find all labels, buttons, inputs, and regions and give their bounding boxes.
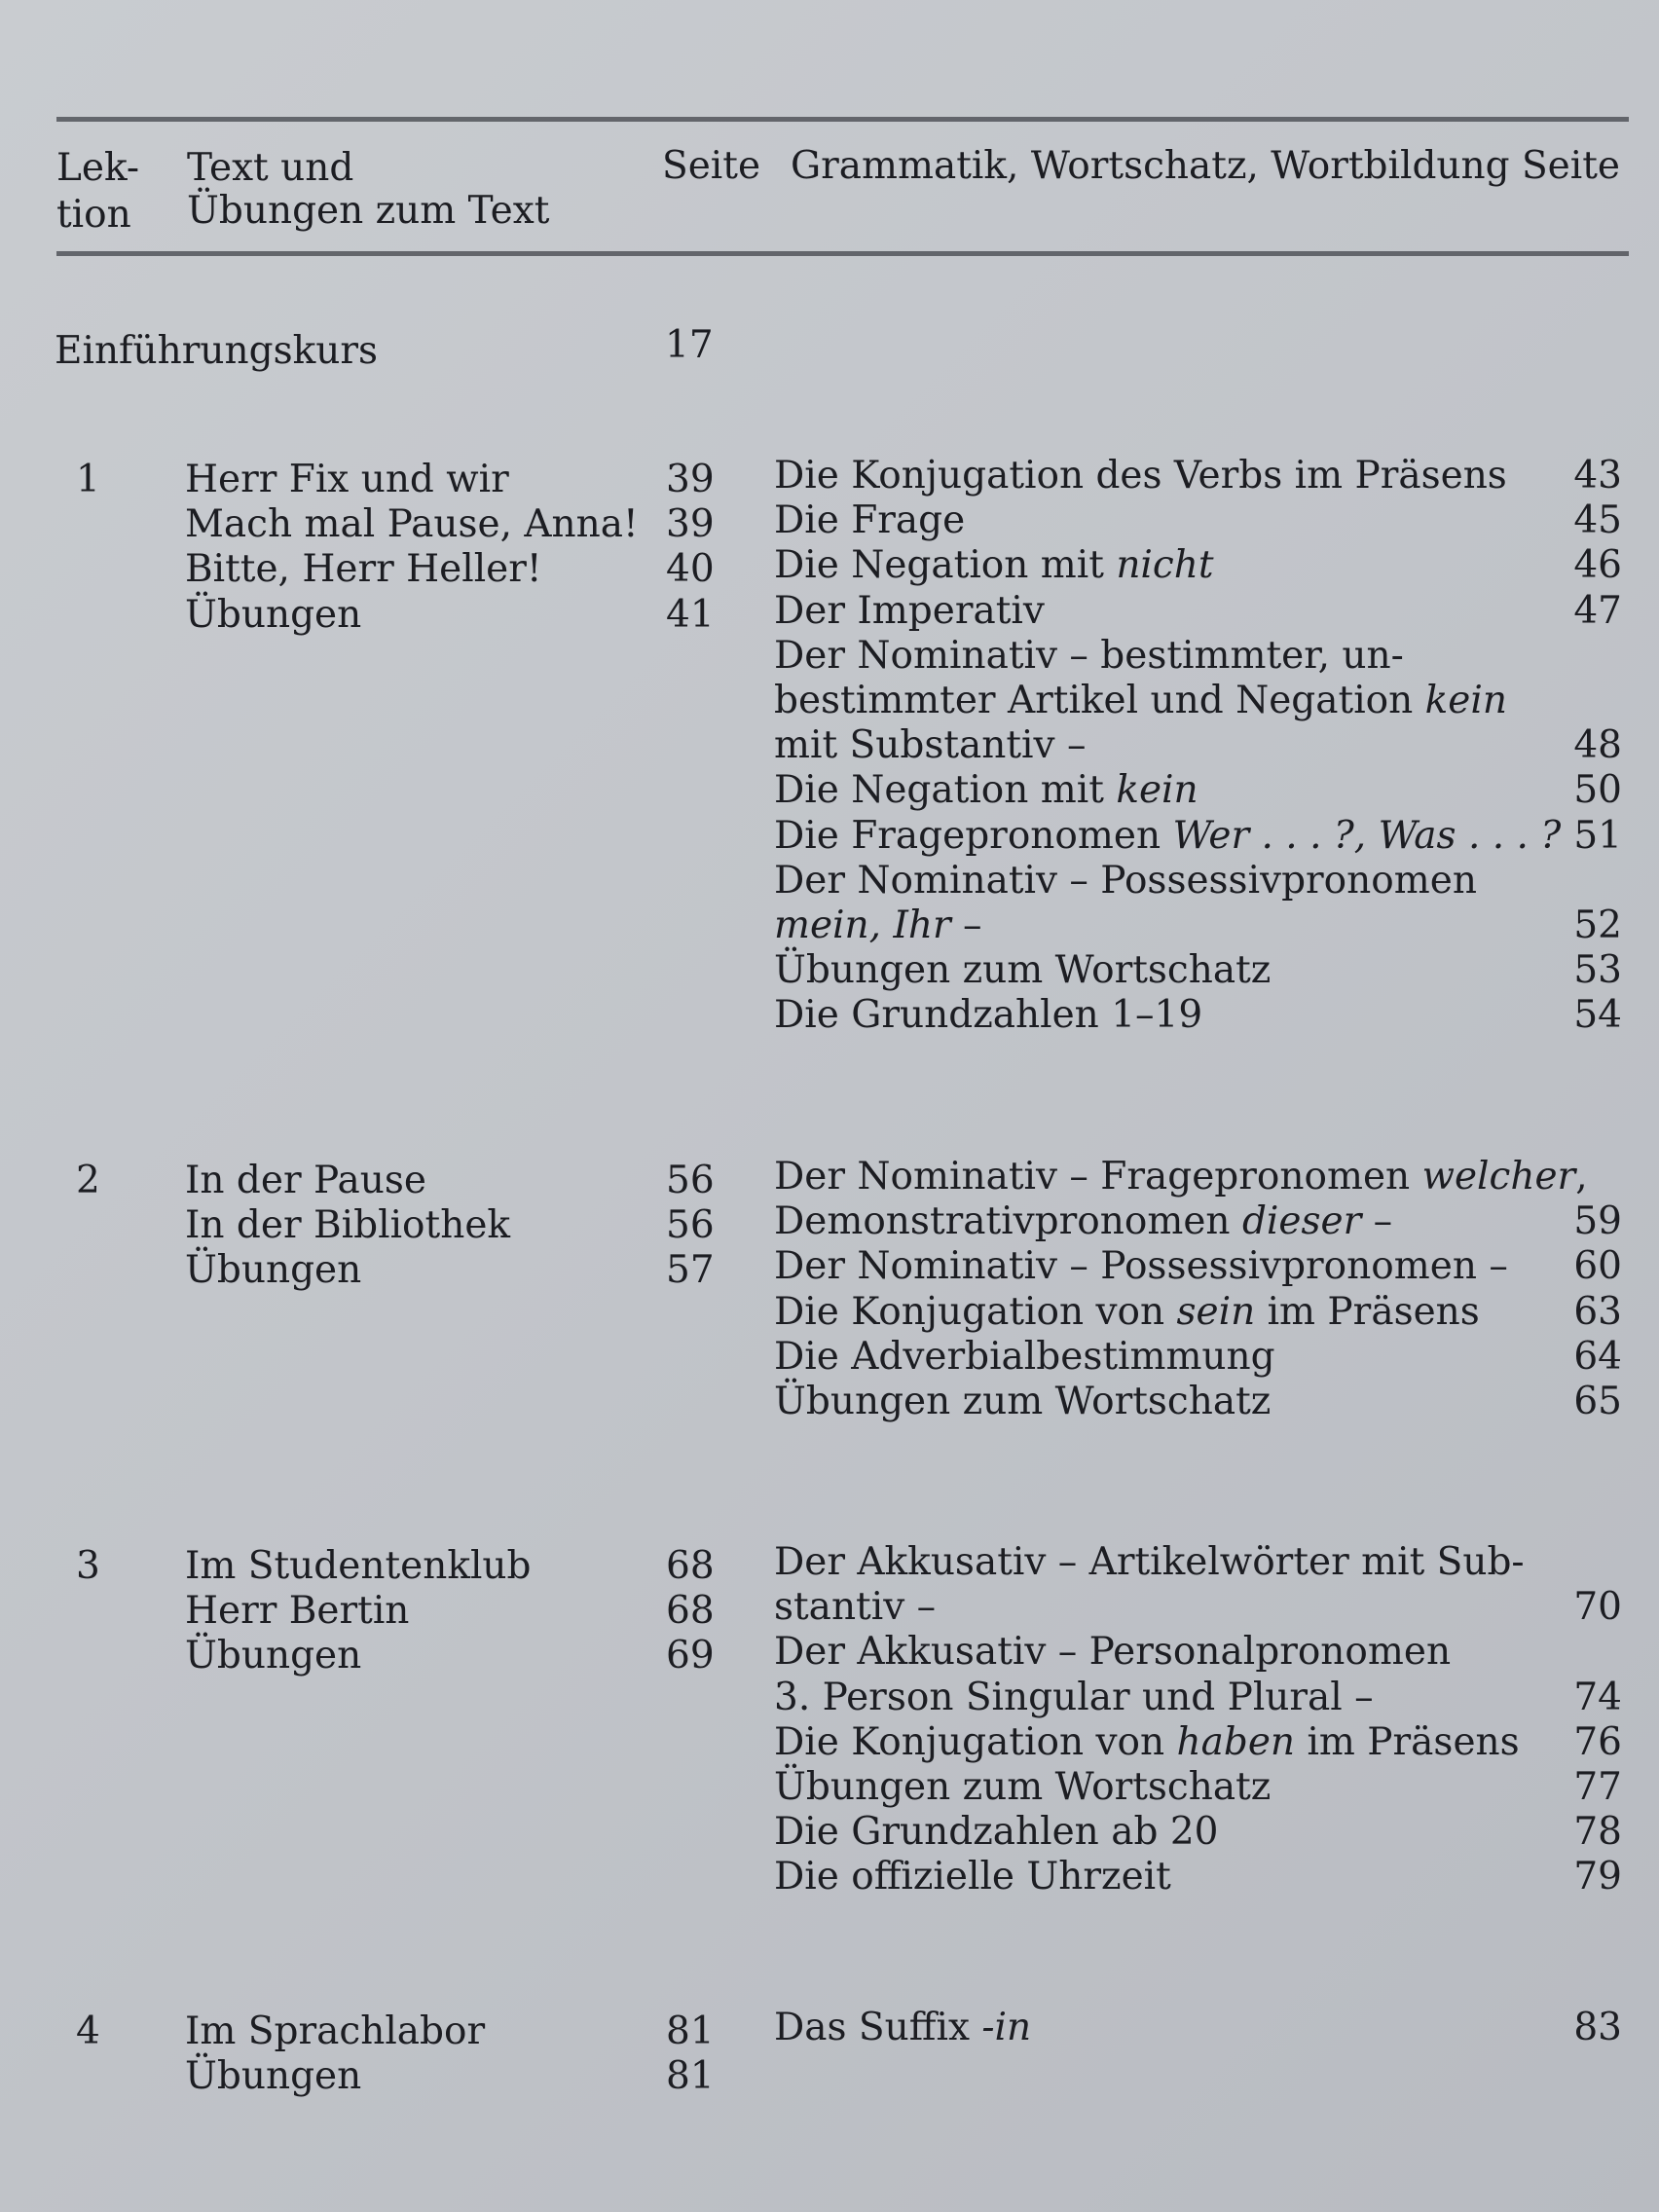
header-seite-1: Seite [662,144,761,188]
text-page: 81 [666,2009,715,2053]
grammar-italic: mein, Ihr [774,903,951,947]
grammar-entry: Die Adverbialbestimmung [774,1334,1275,1379]
grammar-italic: dieser [1241,1199,1362,1244]
grammar-entry: Die Konjugation von sein im Präsens [774,1289,1480,1334]
grammar-page: 74 [1573,1675,1622,1719]
text-title: Bitte, Herr Heller! [185,547,542,592]
text-page: 56 [666,1203,715,1248]
grammar-page: 54 [1573,993,1622,1038]
grammar-entry: 3. Person Singular und Plural – [774,1675,1374,1719]
grammar-entry: Übungen zum Wortschatz [774,948,1272,993]
grammar-page: 50 [1573,768,1622,813]
text-title: In der Bibliothek [185,1203,511,1248]
grammar-italic: kein [1116,768,1198,813]
text-title: Herr Bertin [185,1589,410,1634]
header-text-1: Text und [187,146,354,190]
grammar-entry: Der Nominativ – bestimmter, un- [774,633,1404,678]
header-seite-2: Seite [1521,144,1620,188]
text-page: 56 [666,1159,715,1202]
grammar-entry: Die Negation mit kein [774,768,1198,813]
text-page: 39 [666,502,715,547]
grammar-entry: Demonstrativpronomen dieser – [774,1199,1393,1244]
grammar-page: 64 [1573,1334,1622,1379]
text-page: 39 [666,458,715,501]
intro-label: Einführungskurs [55,329,378,373]
text-title: Übungen [185,2054,362,2099]
text-page: 41 [666,592,715,637]
grammar-entry: stantiv – [774,1585,937,1630]
grammar-page: 46 [1573,543,1622,588]
text-title: Übungen [185,592,362,637]
grammar-page: 77 [1573,1765,1622,1809]
grammar-italic: sein [1176,1289,1256,1334]
grammar-page: 52 [1573,903,1622,947]
lesson-number: 2 [76,1159,100,1202]
text-title: Im Studentenklub [185,1544,532,1588]
grammar-entry: Die offizielle Uhrzeit [774,1855,1171,1899]
header-rule [56,251,1629,256]
text-title: Übungen [185,1248,362,1293]
grammar-page: 78 [1573,1810,1622,1855]
header-lektion-2: tion [56,193,131,237]
lesson-number: 4 [76,2009,100,2053]
text-title: Im Sprachlabor [185,2009,486,2053]
text-page: 57 [666,1248,715,1293]
grammar-italic: haben [1176,1719,1296,1764]
grammar-entry: Die Fragepronomen Wer . . . ?, Was . . . ? [774,813,1562,858]
text-title: Herr Fix und wir [185,458,509,501]
header-lektion-1: Lek- [56,146,140,190]
grammar-page: 51 [1573,813,1622,858]
grammar-entry: mein, Ihr – [774,903,982,947]
grammar-entry: Der Akkusativ – Artikelwörter mit Sub- [774,1540,1525,1584]
grammar-page: 63 [1573,1289,1622,1334]
text-title: In der Pause [185,1159,426,1202]
grammar-page: 70 [1573,1585,1622,1630]
grammar-entry: Die Konjugation von haben im Präsens [774,1719,1520,1764]
grammar-italic: nicht [1116,543,1214,588]
grammar-entry: Das Suffix -in [774,2006,1032,2049]
grammar-entry: Übungen zum Wortschatz [774,1765,1272,1809]
text-title: Übungen [185,1634,362,1678]
grammar-entry: bestimmter Artikel und Negation kein [774,679,1507,722]
top-rule [56,117,1629,122]
text-page: 68 [666,1544,715,1588]
grammar-page: 59 [1573,1199,1622,1244]
grammar-entry: Die Grundzahlen 1–19 [774,993,1203,1038]
grammar-page: 48 [1573,723,1622,768]
grammar-entry: Die Negation mit nicht [774,543,1214,588]
grammar-italic: -in [981,2006,1032,2049]
grammar-page: 60 [1573,1244,1622,1289]
header-text-2: Übungen zum Text [187,189,550,233]
grammar-italic: kein [1424,679,1507,722]
intro-page: 17 [665,323,714,367]
text-page: 69 [666,1634,715,1678]
header-grammatik: Grammatik, Wortschatz, Wortbildung [791,144,1510,188]
grammar-entry: mit Substantiv – [774,723,1087,768]
grammar-page: 79 [1573,1855,1622,1899]
grammar-entry: Der Nominativ – Possessivpronomen – [774,1244,1508,1289]
lesson-number: 3 [76,1544,100,1588]
grammar-page: 83 [1573,2006,1622,2049]
grammar-page: 76 [1573,1719,1622,1764]
text-page: 81 [666,2054,715,2099]
grammar-entry: Der Imperativ [774,588,1045,633]
text-page: 68 [666,1589,715,1634]
grammar-entry: Die Frage [774,498,966,543]
grammar-italic: welcher [1421,1155,1576,1198]
grammar-page: 43 [1573,454,1622,498]
grammar-page: 53 [1573,948,1622,993]
grammar-entry: Übungen zum Wortschatz [774,1380,1272,1423]
grammar-page: 65 [1573,1380,1622,1423]
grammar-entry: Der Nominativ – Fragepronomen welcher, [774,1155,1588,1198]
grammar-entry: Die Grundzahlen ab 20 [774,1810,1219,1855]
text-title: Mach mal Pause, Anna! [185,502,639,547]
grammar-page: 45 [1573,498,1622,543]
grammar-entry: Der Akkusativ – Personalpronomen [774,1630,1452,1675]
grammar-italic: Wer . . . ?, Was . . . ? [1172,813,1562,858]
lesson-number: 1 [76,458,100,501]
grammar-entry: Die Konjugation des Verbs im Präsens [774,454,1507,498]
grammar-entry: Der Nominativ – Possessivpronomen [774,858,1477,903]
grammar-page: 47 [1573,588,1622,633]
text-page: 40 [666,547,715,592]
